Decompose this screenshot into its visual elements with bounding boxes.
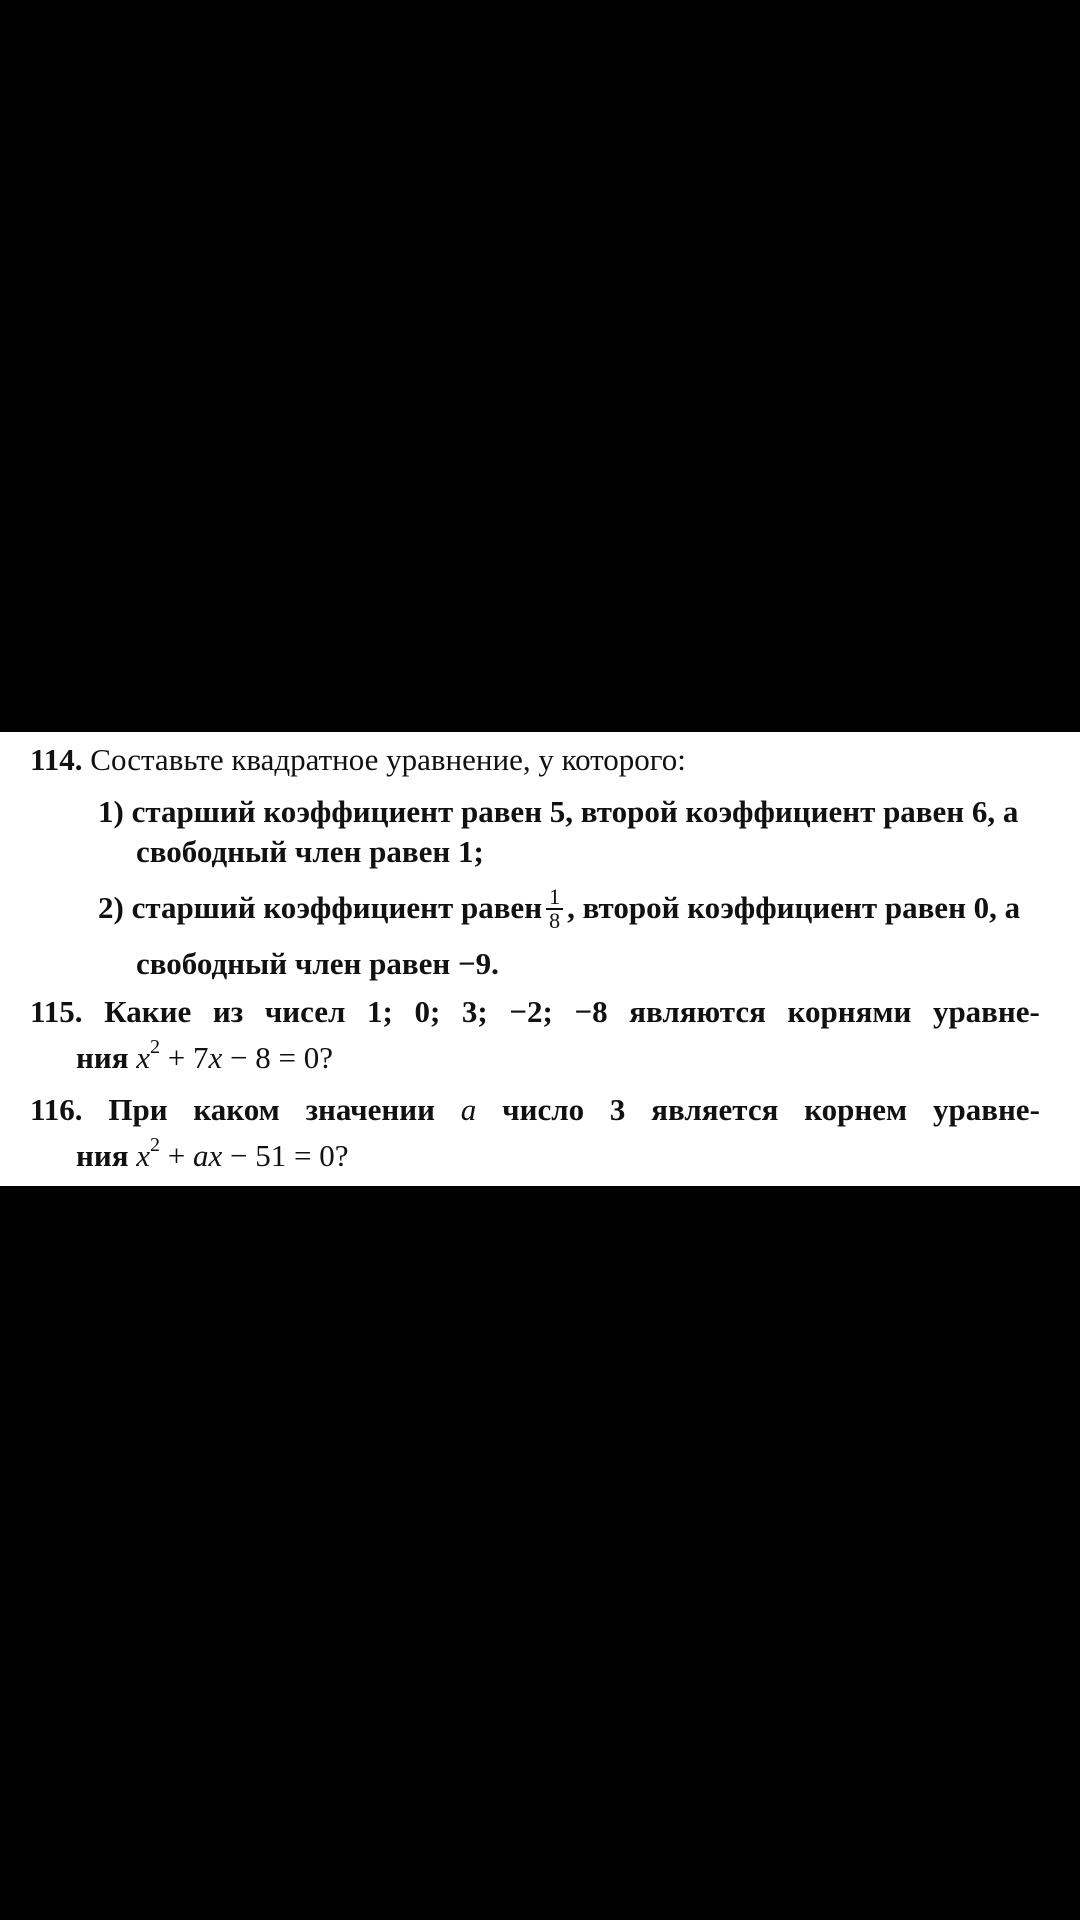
fraction-numerator: 1 (546, 886, 563, 910)
problem-114-item-1-line-2 (136, 832, 484, 872)
word: 1; (367, 994, 393, 1029)
fraction (546, 886, 563, 932)
parameter: a (460, 1092, 477, 1127)
problem-114-item-1-line-1 (98, 792, 1040, 832)
equation: $x^2$ + ax − 51 = 0? (136, 1133, 349, 1173)
word: каком (193, 1092, 280, 1127)
item-label: 2) (98, 890, 124, 926)
problem-114-heading (30, 740, 686, 780)
textbook-page-photo (0, 732, 1080, 1186)
word: −2; (509, 994, 553, 1029)
problem-text: Составьте квадратное уравнение, у которого: (90, 742, 686, 777)
problem-number: 115. (30, 994, 83, 1029)
problem-115-line-1 (30, 992, 1040, 1032)
problem-list (0, 732, 1080, 1186)
word: ния (76, 1040, 129, 1075)
word: 3; (461, 994, 488, 1029)
item-text: свободный член равен −9. (136, 946, 499, 981)
word: чисел (264, 994, 346, 1029)
problem-114-item-2-line-2 (136, 944, 499, 984)
item-text: свободный член равен 1; (136, 834, 484, 869)
word: являются (629, 994, 766, 1029)
word: 0; (414, 994, 441, 1029)
word: уравне- (932, 1092, 1040, 1127)
problem-116-line-1 (30, 1090, 1040, 1130)
word: из (212, 994, 244, 1029)
word: корнями (787, 994, 912, 1029)
word: ния (76, 1138, 129, 1173)
word: −8 (574, 994, 608, 1029)
word: При (108, 1092, 168, 1127)
item-text: старший коэффициент равен (131, 890, 543, 926)
word: значении (305, 1092, 435, 1127)
word: Какие (104, 994, 192, 1029)
problem-number: 114. (30, 742, 83, 777)
equation: $x^2 + 7x - 8 = 0$? (136, 1035, 333, 1075)
word: уравне- (932, 994, 1040, 1029)
problem-114-item-2-line-1 (98, 884, 1021, 934)
fraction-denominator: 8 (549, 908, 561, 933)
word: число (502, 1092, 585, 1127)
problem-115-line-2 (76, 1035, 333, 1078)
word: корнем (804, 1092, 908, 1127)
item-label: 1) (98, 794, 124, 829)
item-text: старший коэффициент равен 5, второй коэффициент равен 6, а (131, 794, 1019, 829)
problem-number: 116. (30, 1092, 83, 1127)
word: 3 (609, 1092, 626, 1127)
problem-116-line-2 (76, 1133, 349, 1176)
item-text: , второй коэффициент равен 0, а (567, 890, 1021, 926)
word: является (651, 1092, 779, 1127)
